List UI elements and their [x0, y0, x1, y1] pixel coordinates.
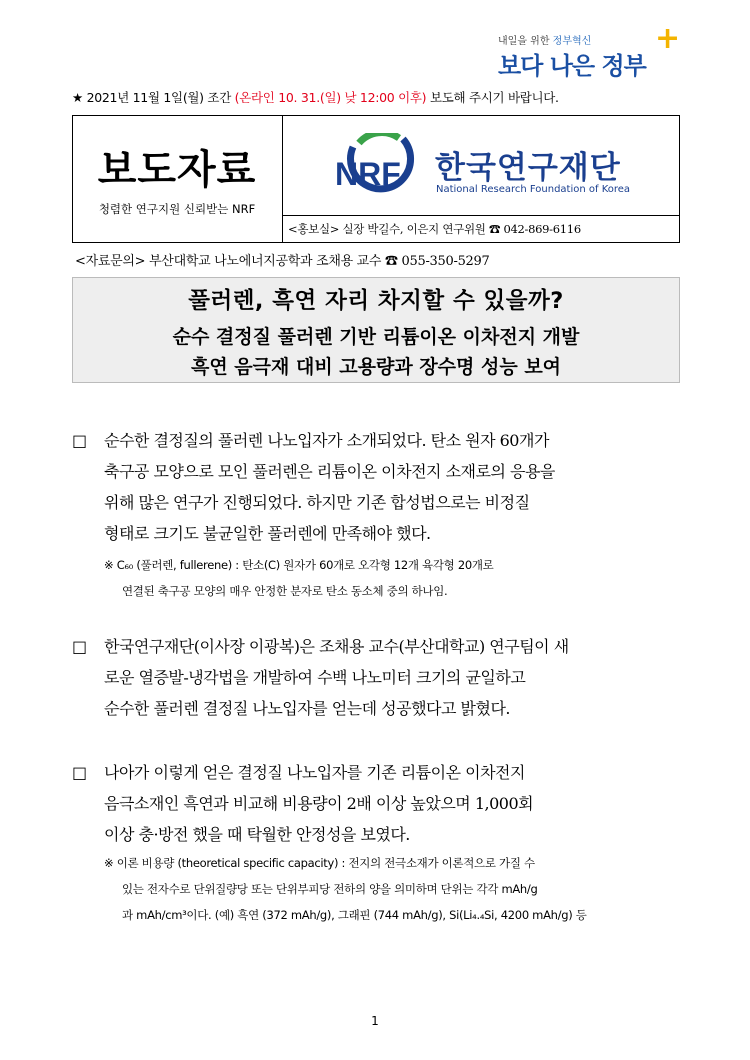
logo-main-boxed: 정부 — [601, 52, 646, 80]
paragraph-line: 한국연구재단(이사장 이광복)은 조채용 교수(부산대학교) 연구팀이 새 — [104, 637, 569, 656]
nrf-logo-icon — [333, 133, 433, 203]
note-3 — [104, 850, 684, 928]
paragraph-line: 로운 열증발-냉각법을 개발하여 수백 나노미터 크기의 균일하고 — [104, 668, 526, 687]
note-line: 있는 전자수로 단위질량당 또는 단위부피당 전하의 양을 의미하며 단위는 각각 mAh/g — [122, 882, 538, 896]
press-release-subtitle: 청렴한 연구지원 신뢰받는 NRF — [98, 202, 256, 216]
org-english-name: National Research Foundation of Korea — [436, 184, 631, 195]
nrf-logo-letters: NRF — [335, 156, 401, 192]
page-number: 1 — [371, 1014, 379, 1028]
press-release-title: 보도자료 — [97, 147, 257, 193]
paragraph-line: 순수한 풀러렌 결정질 나노입자를 얻는데 성공했다고 밝혔다. — [104, 699, 511, 718]
note-1 — [104, 552, 684, 604]
paragraph-line: 음극소재인 흑연과 비교해 비용량이 2배 이상 높았으며 1,000회 — [104, 794, 534, 813]
note-line: 연결된 축구공 모양의 매우 안정한 분자로 탄소 동소체 중의 하나임. — [122, 584, 448, 598]
headline-sub1: 순수 결정질 풀러렌 기반 리튬이온 이차전지 개발 — [172, 326, 580, 348]
checkbox-bullet-icon: □ — [72, 637, 87, 656]
paragraph-line: 형태로 크기도 불균일한 풀러렌에 만족해야 했다. — [104, 524, 431, 543]
note-line: 과 mAh/cm³이다. (예) 흑연 (372 mAh/g), 그래핀 (744 mAh/g), Si(Li₄.₄Si, 4200 mAh/g) 등 — [122, 908, 587, 922]
paragraph-line: 나아가 이렇게 얻은 결정질 나노입자를 기존 리튬이온 이차전지 — [104, 763, 525, 782]
gov-logo-tagline — [498, 32, 628, 47]
inquiry-contact: <자료문의> 부산대학교 나노에너지공학과 조채용 교수 ☎ 055-350-5297 — [75, 254, 490, 269]
tagline-highlight: 정부혁신 — [552, 36, 592, 47]
paragraph-2 — [72, 631, 684, 724]
paragraph-3 — [72, 757, 684, 850]
headline-sub2: 흑연 음극재 대비 고용량과 장수명 성능 보여 — [190, 356, 562, 378]
embargo-notice — [72, 88, 682, 106]
note-line: ※ 이론 비용량 (theoretical specific capacity) : 전지의 전극소재가 이론적으로 가질 수 — [104, 856, 535, 870]
paragraph-line: 축구공 모양으로 모인 풀러렌은 리튬이온 이차전지 소재로의 응용을 — [104, 462, 555, 481]
tagline-prefix: 내일을 위한 — [498, 36, 550, 47]
note-line: ※ C₆₀ (풀러렌, fullerene) : 탄소(C) 원자가 60개로 오각형 12개 육각형 20개로 — [104, 558, 494, 572]
embargo-online: (온라인 10. 31.(일) 낮 12:00 이후) — [234, 90, 427, 105]
logo-main-prefix: 보다 나은 — [498, 52, 595, 80]
paragraph-1 — [72, 425, 684, 549]
checkbox-bullet-icon: □ — [72, 763, 87, 782]
header-hline — [282, 215, 680, 216]
header-divider — [282, 115, 283, 243]
paragraph-line: 이상 충·방전 했을 때 탁월한 안정성을 보였다. — [104, 825, 410, 844]
checkbox-bullet-icon: □ — [72, 431, 87, 450]
gov-logo-main — [498, 46, 646, 81]
embargo-suffix: 보도해 주시기 바랍니다. — [429, 90, 559, 105]
paragraph-line: 순수한 결정질의 풀러렌 나노입자가 소개되었다. 탄소 원자 60개가 — [104, 431, 549, 450]
pr-contact: <홍보실> 실장 박길수, 이은지 연구위원 ☎ 042-869-6116 — [288, 222, 581, 236]
plus-icon: + — [655, 21, 681, 56]
paragraph-line: 위해 많은 연구가 진행되었다. 하지만 기존 합성법으로는 비정질 — [104, 493, 530, 512]
org-korean-name: 한국연구재단 — [435, 150, 621, 186]
embargo-prefix: ★ 2021년 11월 1일(월) 조간 — [72, 90, 231, 105]
headline-main: 풀러렌, 흑연 자리 차지할 수 있을까? — [188, 288, 564, 314]
